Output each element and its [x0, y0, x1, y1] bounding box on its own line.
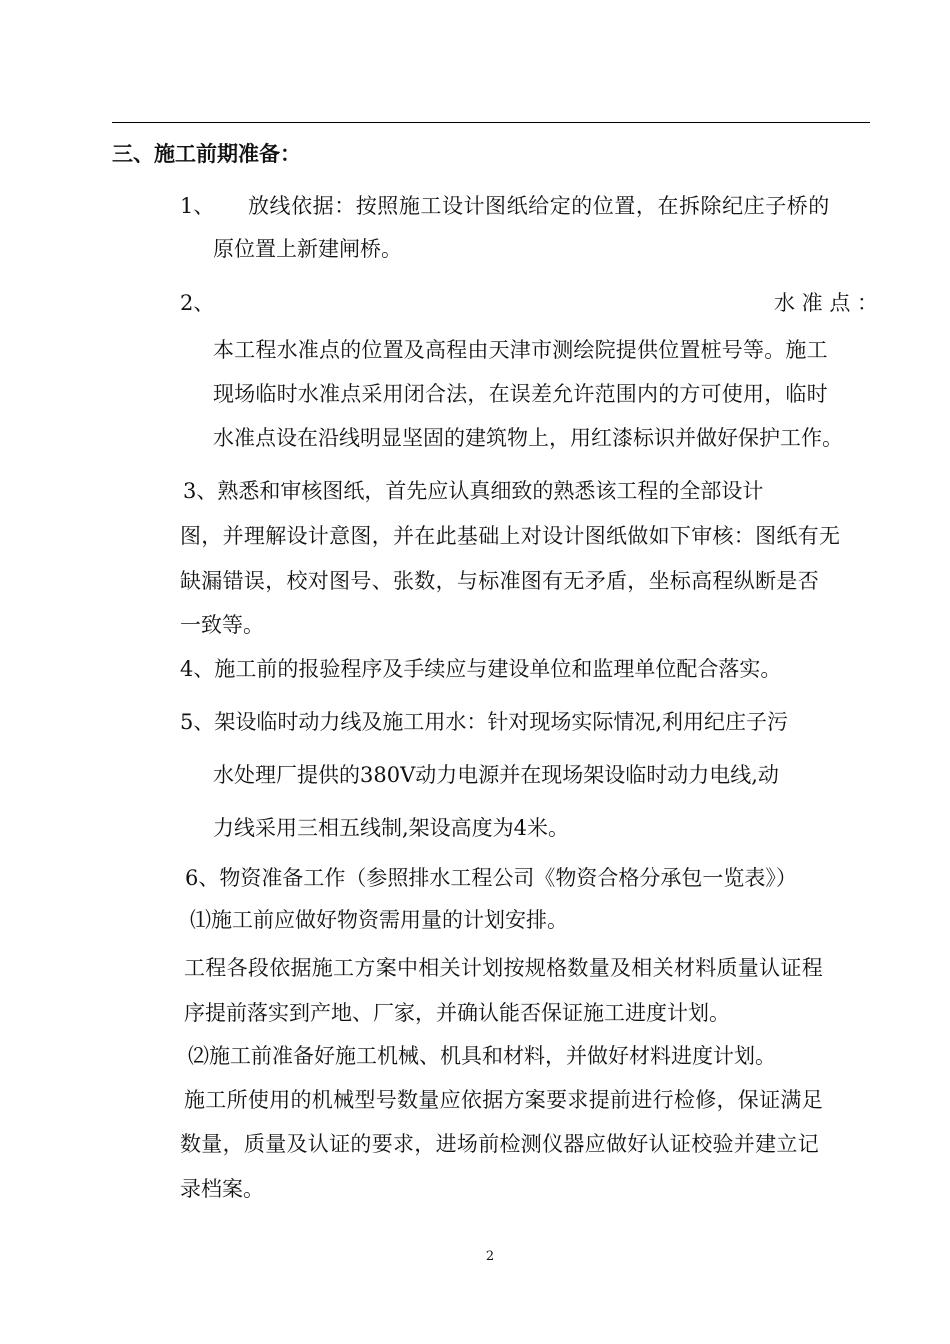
- item1-line2: 原位置上新建闸桥。: [213, 237, 402, 261]
- item4-line1: 4、施工前的报验程序及手续应与建设单位和监理单位配合落实。: [180, 657, 782, 681]
- item3-line4: 一致等。: [180, 613, 264, 637]
- item5-line2: 水处理厂提供的380V动力电源并在现场架设临时动力电线,动: [213, 763, 779, 787]
- item2-number: 2、: [180, 291, 215, 315]
- item1-line1: 放线依据：按照施工设计图纸给定的位置，在拆除纪庄子桥的: [248, 194, 830, 218]
- item1-number: 1、: [180, 194, 215, 218]
- page-number: 2: [485, 1249, 495, 1264]
- item3-line2: 图，并理解设计意图，并在此基础上对设计图纸做如下审核：图纸有无: [180, 524, 841, 548]
- header-rule: [112, 122, 870, 123]
- item3-line3: 缺漏错误，校对图号、张数，与标准图有无矛盾，坐标高程纵断是否: [180, 569, 819, 593]
- item6-sub1-line2: 序提前落实到产地、厂家，并确认能否保证施工进度计划。: [184, 1001, 730, 1025]
- item6-line1: 6、物资准备工作（参照排水工程公司《物资合格分承包一览表》）: [185, 866, 797, 890]
- item5-line1: 5、架设临时动力线及施工用水：针对现场实际情况,利用纪庄子污: [180, 710, 789, 734]
- item6-sub1-line1: 工程各段依据施工方案中相关计划按规格数量及相关材料质量认证程: [184, 956, 823, 980]
- item2-line2: 现场临时水准点采用闭合法，在误差允许范围内的方可使用，临时: [213, 382, 828, 406]
- section-title: 三、施工前期准备：: [112, 141, 301, 166]
- item6-sub2-line2: 数量，质量及认证的要求，进场前检测仪器应做好认证校验并建立记: [180, 1132, 819, 1156]
- item2-heading: 水 准 点 ：: [774, 291, 879, 315]
- item2-line1: 本工程水准点的位置及高程由天津市测绘院提供位置桩号等。施工: [213, 338, 828, 362]
- item6-sub2-line3: 录档案。: [180, 1177, 264, 1201]
- item3-line1: 3、熟悉和审核图纸，首先应认真细致的熟悉该工程的全部设计: [183, 479, 764, 503]
- item5-line3: 力线采用三相五线制,架设高度为4米。: [213, 816, 570, 840]
- item6-sub2-line1: 施工所使用的机械型号数量应依据方案要求提前进行检修，保证满足: [184, 1088, 823, 1112]
- item6-sub1: ⑴施工前应做好物资需用量的计划安排。: [190, 908, 568, 932]
- item2-line3: 水准点设在沿线明显坚固的建筑物上，用红漆标识并做好保护工作。: [213, 426, 843, 450]
- item6-sub2: ⑵施工前准备好施工机械、机具和材料，并做好材料进度计划。: [188, 1044, 776, 1068]
